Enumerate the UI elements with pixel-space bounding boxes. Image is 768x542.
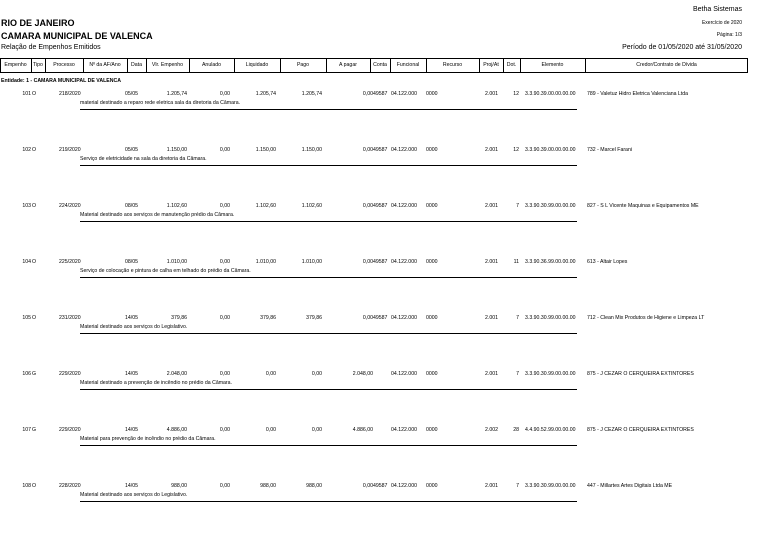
cell-conta: 49587 — [373, 315, 388, 321]
cell-recurso: 0000 — [426, 203, 438, 209]
cell-vlr: 988,00 — [171, 483, 187, 489]
cell-liquidado: 379,86 — [260, 315, 276, 321]
cell-conta: 49587 — [373, 203, 388, 209]
row-separator — [80, 109, 577, 110]
cell-projat: 2.001 — [485, 203, 498, 209]
cell-data: 05/05 — [125, 91, 138, 97]
empenho-description: Material destinado aos serviços do Legislativo. — [80, 492, 188, 498]
cell-anulado: 0,00 — [219, 147, 230, 153]
cell-anulado: 0,00 — [219, 427, 230, 433]
cell-conta: 49587 — [373, 147, 388, 153]
cell-liquidado: 0,00 — [265, 427, 276, 433]
cell-vlr: 1.010,00 — [166, 259, 187, 265]
cell-elemento: 3.3.90.39.00.00.00.00 — [525, 91, 576, 97]
cell-credor: 447 - Millartes Artes Digitais Ltda ME — [587, 483, 673, 489]
cell-tipo: G — [32, 371, 37, 377]
cell-elemento: 3.3.90.30.99.00.00.00 — [525, 483, 576, 489]
cell-dot: 12 — [513, 91, 519, 97]
column-header: Processo — [53, 62, 75, 68]
cell-funcional: 04.122.000 — [391, 315, 417, 321]
cell-vlr: 1.150,00 — [166, 147, 187, 153]
cell-empenho: 102 — [22, 147, 31, 153]
header-top-rule — [0, 58, 748, 59]
cell-liquidado: 1.010,00 — [255, 259, 276, 265]
cell-data: 14/05 — [125, 371, 138, 377]
cell-vlr: 379,86 — [171, 315, 187, 321]
cell-processo: 231/2020 — [59, 315, 81, 321]
cell-dot: 12 — [513, 147, 519, 153]
cell-projat: 2.001 — [485, 371, 498, 377]
cell-liquidado: 0,00 — [265, 371, 276, 377]
organization-title: CAMARA MUNICIPAL DE VALENCA — [1, 31, 153, 41]
fiscal-year: Exercício de 2020 — [701, 20, 742, 26]
cell-funcional: 04.122.000 — [391, 483, 417, 489]
cell-liquidado: 1.150,00 — [255, 147, 276, 153]
cell-liquidado: 1.205,74 — [255, 91, 276, 97]
column-header: Empenho — [4, 62, 27, 68]
cell-elemento: 4.4.90.52.99.00.00.00 — [525, 427, 576, 433]
cell-anulado: 0,00 — [219, 203, 230, 209]
cell-tipo: O — [32, 483, 37, 489]
cell-projat: 2.001 — [485, 259, 498, 265]
cell-recurso: 0000 — [426, 427, 438, 433]
cell-projat: 2.001 — [485, 483, 498, 489]
column-header: Elemento — [541, 62, 564, 68]
cell-elemento: 3.3.90.36.99.00.00.00 — [525, 259, 576, 265]
empenho-description: material destinado a reparo rede eletrica sala da diretoria da Câmara. — [80, 100, 241, 106]
empenho-description: Serviço de colocação e pintura de calha em telhado do prédio da Câmara. — [80, 268, 251, 274]
empenho-description: Material para prevenção de incêndio no prédio da Câmara. — [80, 436, 216, 442]
cell-funcional: 04.122.000 — [391, 371, 417, 377]
cell-projat: 2.002 — [485, 427, 498, 433]
cell-tipo: O — [32, 259, 37, 265]
cell-pago: 1.150,00 — [301, 147, 322, 153]
cell-dot: 28 — [513, 427, 519, 433]
cell-dot: 11 — [513, 259, 519, 265]
cell-conta: 49587 — [373, 259, 388, 265]
cell-empenho: 101 — [22, 91, 31, 97]
cell-apagar: 0,00 — [362, 483, 373, 489]
cell-recurso: 0000 — [426, 483, 438, 489]
cell-processo: 225/2020 — [59, 259, 81, 265]
cell-data: 08/05 — [125, 203, 138, 209]
cell-projat: 2.001 — [485, 315, 498, 321]
column-header: Recurso — [442, 62, 463, 68]
row-separator — [80, 389, 577, 390]
cell-anulado: 0,00 — [219, 91, 230, 97]
cell-tipo: O — [32, 91, 37, 97]
cell-empenho: 107 — [22, 427, 31, 433]
empenho-description: Material destinado aos serviços do Legislativo. — [80, 324, 188, 330]
cell-anulado: 0,00 — [219, 259, 230, 265]
row-separator — [80, 165, 577, 166]
cell-apagar: 4.886,00 — [352, 427, 373, 433]
cell-tipo: O — [32, 315, 37, 321]
row-separator — [80, 333, 577, 334]
cell-elemento: 3.3.90.30.99.00.00.00 — [525, 371, 576, 377]
cell-elemento: 3.3.90.39.00.00.00.00 — [525, 147, 576, 153]
empenho-description: Material destinado aos serviços de manutenção prédio da Câmara. — [80, 212, 235, 218]
column-header: Nº da AF/Ano — [89, 62, 121, 68]
cell-empenho: 108 — [22, 483, 31, 489]
report-period: Período de 01/05/2020 até 31/05/2020 — [622, 44, 742, 51]
cell-recurso: 0000 — [426, 91, 438, 97]
cell-credor: 732 - Marcel Farani — [587, 147, 632, 153]
cell-pago: 1.205,74 — [301, 91, 322, 97]
cell-apagar: 0,00 — [362, 91, 373, 97]
cell-dot: 7 — [516, 315, 519, 321]
cell-recurso: 0000 — [426, 259, 438, 265]
cell-liquidado: 988,00 — [260, 483, 276, 489]
cell-pago: 0,00 — [311, 427, 322, 433]
page-number: Página: 1/3 — [716, 32, 742, 38]
cell-dot: 7 — [516, 203, 519, 209]
cell-dot: 7 — [516, 483, 519, 489]
cell-recurso: 0000 — [426, 147, 438, 153]
cell-tipo: O — [32, 147, 37, 153]
cell-apagar: 0,00 — [362, 203, 373, 209]
column-header: Tipo — [33, 62, 43, 68]
empenho-description: Material destinado a prevenção de incêndio no prédio da Câmara. — [80, 380, 232, 386]
cell-pago: 0,00 — [311, 371, 322, 377]
cell-vlr: 4.886,00 — [166, 427, 187, 433]
cell-vlr: 2.048,00 — [166, 371, 187, 377]
header-bottom-rule — [0, 72, 748, 73]
cell-data: 14/05 — [125, 483, 138, 489]
cell-tipo: G — [32, 427, 37, 433]
cell-vlr: 1.205,74 — [166, 91, 187, 97]
company-name: Betha Sistemas — [692, 6, 742, 13]
cell-pago: 1.010,00 — [301, 259, 322, 265]
cell-recurso: 0000 — [426, 371, 438, 377]
cell-projat: 2.001 — [485, 147, 498, 153]
cell-anulado: 0,00 — [219, 483, 230, 489]
cell-liquidado: 1.102,60 — [255, 203, 276, 209]
cell-anulado: 0,00 — [219, 371, 230, 377]
column-header: Data — [131, 62, 142, 68]
cell-data: 05/05 — [125, 147, 138, 153]
cell-credor: 712 - Clean Mix Produtos de Higiene e Limpeza LT — [587, 315, 705, 321]
cell-elemento: 3.3.90.30.99.00.00.00 — [525, 203, 576, 209]
empenho-description: Serviço de eletricidade na sala da diretoria da Câmara. — [80, 156, 207, 162]
cell-processo: 219/2020 — [59, 147, 81, 153]
row-separator — [80, 445, 577, 446]
cell-credor: 875 - J CEZAR O CERQUEIRA EXTINTORES — [587, 427, 694, 433]
cell-data: 08/05 — [125, 259, 138, 265]
state-title: RIO DE JANEIRO — [1, 18, 75, 28]
cell-elemento: 3.3.90.30.99.00.00.00 — [525, 315, 576, 321]
column-header: A pagar — [339, 62, 357, 68]
row-separator — [80, 221, 577, 222]
cell-apagar: 2.048,00 — [352, 371, 373, 377]
cell-funcional: 04.122.000 — [391, 203, 417, 209]
cell-processo: 229/2020 — [59, 371, 81, 377]
cell-credor: 827 - S L Vicente Maquinas e Equipamentos ME — [587, 203, 699, 209]
cell-funcional: 04.122.000 — [391, 427, 417, 433]
column-header: Conta — [373, 62, 387, 68]
cell-apagar: 0,00 — [362, 259, 373, 265]
cell-apagar: 0,00 — [362, 315, 373, 321]
cell-processo: 224/2020 — [59, 203, 81, 209]
cell-credor: 789 - Valetuz Hidro Eletrica Valenciana Ltda — [587, 91, 689, 97]
cell-data: 14/05 — [125, 427, 138, 433]
cell-funcional: 04.122.000 — [391, 91, 417, 97]
cell-empenho: 105 — [22, 315, 31, 321]
column-header: Pago — [296, 62, 310, 68]
column-header: Liquidado — [245, 62, 269, 68]
cell-projat: 2.001 — [485, 91, 498, 97]
cell-conta: 49587 — [373, 483, 388, 489]
cell-processo: 218/2020 — [59, 91, 81, 97]
row-separator — [80, 277, 577, 278]
report-title: Relação de Empenhos Emitidos — [1, 44, 101, 51]
column-header: Proj/At — [483, 62, 499, 68]
cell-tipo: O — [32, 203, 37, 209]
cell-empenho: 104 — [22, 259, 31, 265]
cell-processo: 228/2020 — [59, 483, 81, 489]
entity-label: Entidade: 1 - CAMARA MUNICIPAL DE VALENCA — [1, 78, 121, 84]
cell-apagar: 0,00 — [362, 147, 373, 153]
cell-pago: 988,00 — [306, 483, 322, 489]
cell-empenho: 103 — [22, 203, 31, 209]
cell-vlr: 1.102,60 — [166, 203, 187, 209]
cell-pago: 1.102,60 — [301, 203, 322, 209]
cell-credor: 613 - Altair Lopes — [587, 259, 628, 265]
cell-recurso: 0000 — [426, 315, 438, 321]
column-separator — [747, 59, 748, 72]
cell-conta: 49587 — [373, 91, 388, 97]
column-header: Vlr. Empenho — [151, 62, 184, 68]
column-header: Dot. — [506, 62, 517, 68]
cell-pago: 379,86 — [306, 315, 322, 321]
cell-funcional: 04.122.000 — [391, 259, 417, 265]
cell-dot: 7 — [516, 371, 519, 377]
column-header: Credor/Contrato de Dívida — [636, 62, 697, 68]
column-header: Anulado — [201, 62, 222, 68]
cell-funcional: 04.122.000 — [391, 147, 417, 153]
cell-data: 14/05 — [125, 315, 138, 321]
cell-processo: 229/2020 — [59, 427, 81, 433]
column-header: Funcional — [396, 62, 420, 68]
cell-anulado: 0,00 — [219, 315, 230, 321]
cell-credor: 875 - J CEZAR O CERQUEIRA EXTINTORES — [587, 371, 694, 377]
row-separator — [80, 501, 577, 502]
cell-empenho: 106 — [22, 371, 31, 377]
